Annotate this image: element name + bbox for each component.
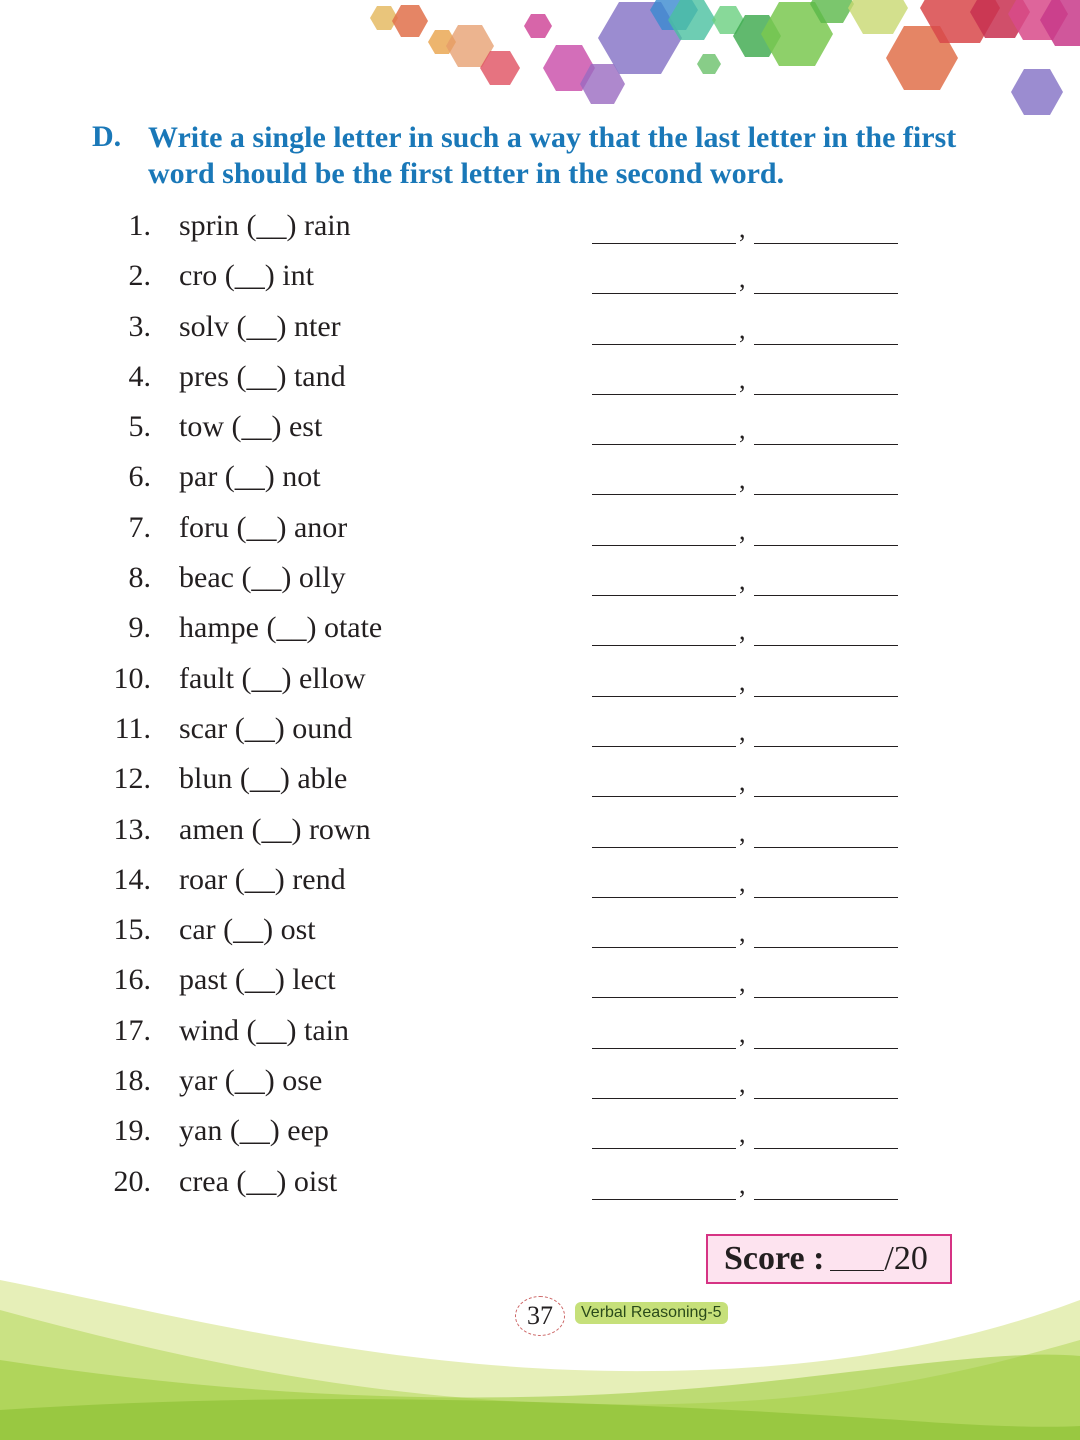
- answer-blank-first[interactable]: [592, 1098, 736, 1099]
- answer-field: [592, 910, 898, 950]
- item-number: 20.: [113, 1164, 151, 1198]
- answer-separator: ,: [739, 566, 746, 596]
- answer-blank-second[interactable]: [754, 1148, 898, 1149]
- answer-blank-first[interactable]: [592, 494, 736, 495]
- answer-field: [592, 960, 898, 1000]
- item-word-puzzle: fault (__) ellow: [179, 661, 366, 695]
- item-word-puzzle: amen (__) rown: [179, 812, 371, 846]
- item-number: 17.: [113, 1013, 151, 1047]
- list-item: [0, 407, 1080, 457]
- answer-separator: ,: [739, 364, 746, 394]
- score-box: [706, 1234, 952, 1284]
- answer-separator: ,: [739, 716, 746, 746]
- item-word-puzzle: yar (__) ose: [179, 1064, 323, 1098]
- answer-field: [592, 1011, 898, 1051]
- list-item: [0, 206, 1080, 256]
- answer-blank-second[interactable]: [754, 645, 898, 646]
- list-item: [0, 860, 1080, 910]
- list-item: [0, 256, 1080, 306]
- item-word-puzzle: crea (__) oist: [179, 1164, 338, 1198]
- answer-separator: ,: [739, 415, 746, 445]
- item-word-puzzle: solv (__) nter: [179, 309, 341, 343]
- list-item: [0, 558, 1080, 608]
- item-word-puzzle: sprin (__) rain: [179, 209, 351, 242]
- item-word-puzzle: foru (__) anor: [179, 510, 348, 544]
- answer-field: [592, 659, 898, 699]
- item-number: 19.: [113, 1114, 151, 1148]
- answer-field: [592, 357, 898, 397]
- answer-blank-first[interactable]: [592, 997, 736, 998]
- book-title: Verbal Reasoning-5: [575, 1302, 728, 1324]
- answer-blank-second[interactable]: [754, 796, 898, 797]
- wave-decoration: [0, 1260, 1080, 1440]
- answer-blank-first[interactable]: [592, 344, 736, 345]
- list-item: [0, 709, 1080, 759]
- list-item: [0, 759, 1080, 809]
- answer-blank-first[interactable]: [592, 746, 736, 747]
- answer-field: [592, 206, 898, 246]
- item-word-puzzle: hampe (__) otate: [179, 611, 383, 645]
- answer-blank-first[interactable]: [592, 696, 736, 697]
- answer-blank-first[interactable]: [592, 947, 736, 948]
- answer-blank-first[interactable]: [592, 545, 736, 546]
- item-number: 9.: [128, 611, 151, 645]
- answer-field: [592, 709, 898, 749]
- item-number: 7.: [128, 510, 151, 544]
- answer-blank-first[interactable]: [592, 243, 736, 244]
- list-item: [0, 1061, 1080, 1111]
- answer-separator: ,: [739, 264, 746, 294]
- answer-separator: ,: [739, 867, 746, 897]
- list-item: [0, 960, 1080, 1010]
- answer-separator: ,: [739, 1169, 746, 1199]
- answer-blank-first[interactable]: [592, 293, 736, 294]
- answer-separator: ,: [739, 515, 746, 545]
- list-item: [0, 307, 1080, 357]
- question-instruction: Write a single letter in such a way that the last letter in the first word should be the first letter in the second word.: [148, 121, 957, 190]
- answer-separator: ,: [739, 1119, 746, 1149]
- item-number: 8.: [128, 561, 151, 595]
- hexagon-decoration: [0, 0, 1080, 120]
- item-word-puzzle: tow (__) est: [179, 410, 323, 444]
- answer-blank-second[interactable]: [754, 394, 898, 395]
- score-blank[interactable]: [830, 1240, 884, 1271]
- answer-separator: ,: [739, 214, 746, 243]
- item-list: [0, 206, 1080, 1212]
- item-word-puzzle: past (__) lect: [179, 963, 336, 997]
- item-number: 1.: [128, 209, 151, 242]
- score-total: /20: [884, 1240, 928, 1277]
- item-number: 15.: [113, 913, 151, 947]
- item-number: 13.: [113, 812, 151, 846]
- answer-blank-second[interactable]: [754, 545, 898, 546]
- answer-separator: ,: [739, 666, 746, 696]
- answer-blank-second[interactable]: [754, 746, 898, 747]
- answer-blank-second[interactable]: [754, 997, 898, 998]
- answer-field: [592, 759, 898, 799]
- answer-separator: ,: [739, 616, 746, 646]
- item-word-puzzle: yan (__) eep: [179, 1114, 329, 1148]
- answer-field: [592, 1162, 898, 1202]
- item-number: 16.: [113, 963, 151, 997]
- item-number: 5.: [128, 410, 151, 444]
- answer-blank-second[interactable]: [754, 696, 898, 697]
- answer-blank-first[interactable]: [592, 595, 736, 596]
- answer-separator: ,: [739, 314, 746, 344]
- answer-blank-second[interactable]: [754, 444, 898, 445]
- answer-blank-first[interactable]: [592, 394, 736, 395]
- answer-blank-second[interactable]: [754, 243, 898, 244]
- answer-separator: ,: [739, 968, 746, 998]
- item-word-puzzle: car (__) ost: [179, 913, 316, 947]
- list-item: [0, 810, 1080, 860]
- item-word-puzzle: par (__) not: [179, 460, 321, 494]
- item-number: 18.: [113, 1064, 151, 1098]
- answer-blank-second[interactable]: [754, 1048, 898, 1049]
- item-number: 4.: [128, 359, 151, 393]
- answer-blank-second[interactable]: [754, 344, 898, 345]
- answer-field: [592, 1061, 898, 1101]
- list-item: [0, 910, 1080, 960]
- answer-field: [592, 860, 898, 900]
- question-letter: D.: [92, 120, 122, 153]
- item-word-puzzle: scar (__) ound: [179, 711, 353, 745]
- list-item: [0, 508, 1080, 558]
- answer-field: [592, 810, 898, 850]
- answer-field: [592, 508, 898, 548]
- answer-blank-second[interactable]: [754, 494, 898, 495]
- answer-field: [592, 558, 898, 598]
- list-item: [0, 659, 1080, 709]
- item-number: 6.: [128, 460, 151, 494]
- answer-blank-first[interactable]: [592, 847, 736, 848]
- answer-blank-second[interactable]: [754, 947, 898, 948]
- item-number: 11.: [114, 711, 151, 745]
- page-number: 37: [515, 1296, 565, 1336]
- answer-blank-first[interactable]: [592, 897, 736, 898]
- score-label: Score :: [724, 1240, 825, 1277]
- answer-blank-second[interactable]: [754, 847, 898, 848]
- answer-separator: ,: [739, 465, 746, 495]
- answer-field: [592, 1111, 898, 1151]
- item-word-puzzle: wind (__) tain: [179, 1013, 349, 1047]
- answer-field: [592, 307, 898, 347]
- answer-blank-first[interactable]: [592, 1199, 736, 1200]
- answer-field: [592, 608, 898, 648]
- item-number: 2.: [128, 259, 151, 293]
- answer-blank-second[interactable]: [754, 595, 898, 596]
- item-word-puzzle: pres (__) tand: [179, 359, 346, 393]
- answer-blank-second[interactable]: [754, 1199, 898, 1200]
- answer-separator: ,: [739, 767, 746, 797]
- item-number: 3.: [128, 309, 151, 343]
- answer-field: [592, 256, 898, 296]
- answer-separator: ,: [739, 918, 746, 948]
- answer-blank-second[interactable]: [754, 1098, 898, 1099]
- answer-blank-second[interactable]: [754, 897, 898, 898]
- list-item: [0, 1162, 1080, 1212]
- answer-separator: ,: [739, 1018, 746, 1048]
- item-number: 10.: [113, 661, 151, 695]
- item-word-puzzle: blun (__) able: [179, 762, 348, 796]
- list-item: [0, 1111, 1080, 1161]
- answer-blank-second[interactable]: [754, 293, 898, 294]
- answer-blank-first[interactable]: [592, 444, 736, 445]
- answer-blank-first[interactable]: [592, 796, 736, 797]
- list-item: [0, 1011, 1080, 1061]
- list-item: [0, 357, 1080, 407]
- item-word-puzzle: cro (__) int: [179, 259, 314, 293]
- list-item: [0, 608, 1080, 658]
- answer-blank-first[interactable]: [592, 1148, 736, 1149]
- item-number: 12.: [113, 762, 151, 796]
- answer-blank-first[interactable]: [592, 645, 736, 646]
- item-word-puzzle: roar (__) rend: [179, 862, 346, 896]
- item-number: 14.: [113, 862, 151, 896]
- answer-field: [592, 457, 898, 497]
- answer-separator: ,: [739, 1069, 746, 1099]
- answer-blank-first[interactable]: [592, 1048, 736, 1049]
- item-word-puzzle: beac (__) olly: [179, 561, 346, 595]
- answer-separator: ,: [739, 817, 746, 847]
- answer-field: [592, 407, 898, 447]
- list-item: [0, 457, 1080, 507]
